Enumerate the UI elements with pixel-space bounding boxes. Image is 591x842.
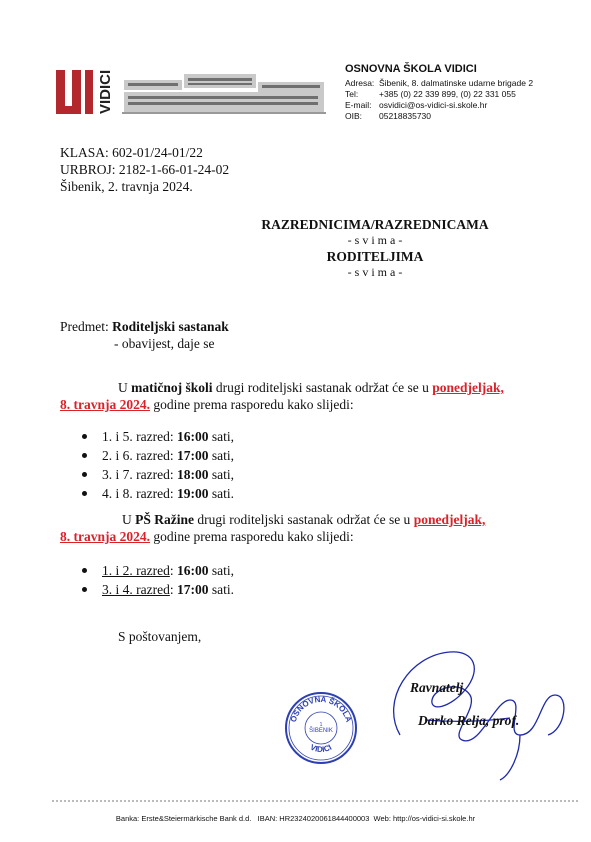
schedule-main-school — [80, 427, 234, 503]
logo-text: VIDICI — [97, 69, 114, 114]
urbroj: URBROJ: 2182-1-66-01-24-02 — [60, 162, 230, 177]
signature-role: Ravnatelj — [410, 680, 464, 695]
info-phone: Tel: +385 (0) 22 339 899, (0) 22 331 055 — [345, 89, 516, 99]
schedule-branch-school — [80, 561, 234, 599]
footer-bank-info: Banka: Erste&Steiermärkische Bank d.d. IBAN: HR2324020061844400003 Web: http://os-vidici-si.skole.hr — [115, 814, 476, 823]
svg-text:VIDICI: VIDICI — [308, 742, 334, 755]
svg-text:ŠIBENIK: ŠIBENIK — [309, 728, 333, 734]
subject-sub: - obavijest, daje se — [114, 336, 215, 351]
klasa: KLASA: 602-01/24-01/22 — [60, 145, 203, 160]
subject-title: Roditeljski sastanak — [112, 319, 229, 334]
recipient-2-sub: - s v i m a - — [347, 265, 403, 279]
footer-divider — [52, 800, 578, 802]
recipient-2: RODITELJIMA — [326, 249, 424, 264]
date-highlight-2a: ponedjeljak, — [413, 512, 486, 527]
svg-text:OSNOVNA ŠKOLA: OSNOVNA ŠKOLA — [288, 694, 354, 724]
signature-name: Darko Relja, prof. — [418, 713, 520, 728]
paragraph-main-school: U matičnoj školi drugi roditeljski sastanak održat će se u ponedjeljak, 8. travnja 2024. godine prema rasporedu kako slijedi: — [60, 380, 504, 412]
school-info — [345, 62, 533, 122]
date-highlight-1a: ponedjeljak, — [432, 380, 504, 395]
paragraph-branch-school: U PŠ Ražine drugi roditeljski sastanak održat će se u ponedjeljak, 8. travnja 2024. godine prema rasporedu kako slijedi: — [60, 512, 486, 544]
subject-label: Predmet: — [60, 319, 109, 334]
list-item: 4. i 8. razred: 19:00 sati. — [80, 484, 234, 503]
place-date: Šibenik, 2. travnja 2024. — [60, 179, 193, 194]
recipient-1: RAZREDNICIMA/RAZREDNICAMA — [261, 217, 489, 232]
school-logo — [52, 60, 332, 118]
info-address: Adresa: Šibenik, 8. dalmatinske udarne brigade 2 — [345, 78, 534, 88]
list-item: 1. i 5. razred: 16:00 sati, — [80, 427, 234, 446]
list-item: 3. i 7. razred: 18:00 sati, — [80, 465, 234, 484]
date-highlight-2b: 8. travnja 2024. — [60, 529, 150, 544]
list-item: 3. i 4. razred: 17:00 sati. — [80, 580, 234, 599]
recipients — [250, 216, 500, 280]
recipient-1-sub: - s v i m a - — [347, 233, 403, 247]
school-stamp — [283, 690, 359, 766]
info-oib: OIB: 05218835730 — [345, 111, 432, 121]
date-highlight-1b: 8. travnja 2024. — [60, 397, 150, 412]
school-name: OSNOVNA ŠKOLA VIDICI — [345, 63, 477, 75]
closing: S poštovanjem, — [118, 629, 202, 644]
main-school: matičnoj školi — [131, 380, 213, 395]
info-email: E-mail: osvidici@os-vidici-si.skole.hr — [345, 100, 488, 110]
subject — [60, 318, 229, 352]
document-meta — [60, 144, 229, 195]
svg-text:1: 1 — [319, 722, 323, 728]
branch-school: PŠ Ražine — [135, 512, 194, 527]
list-item: 2. i 6. razred: 17:00 sati, — [80, 446, 234, 465]
list-item: 1. i 2. razred: 16:00 sati, — [80, 561, 234, 580]
